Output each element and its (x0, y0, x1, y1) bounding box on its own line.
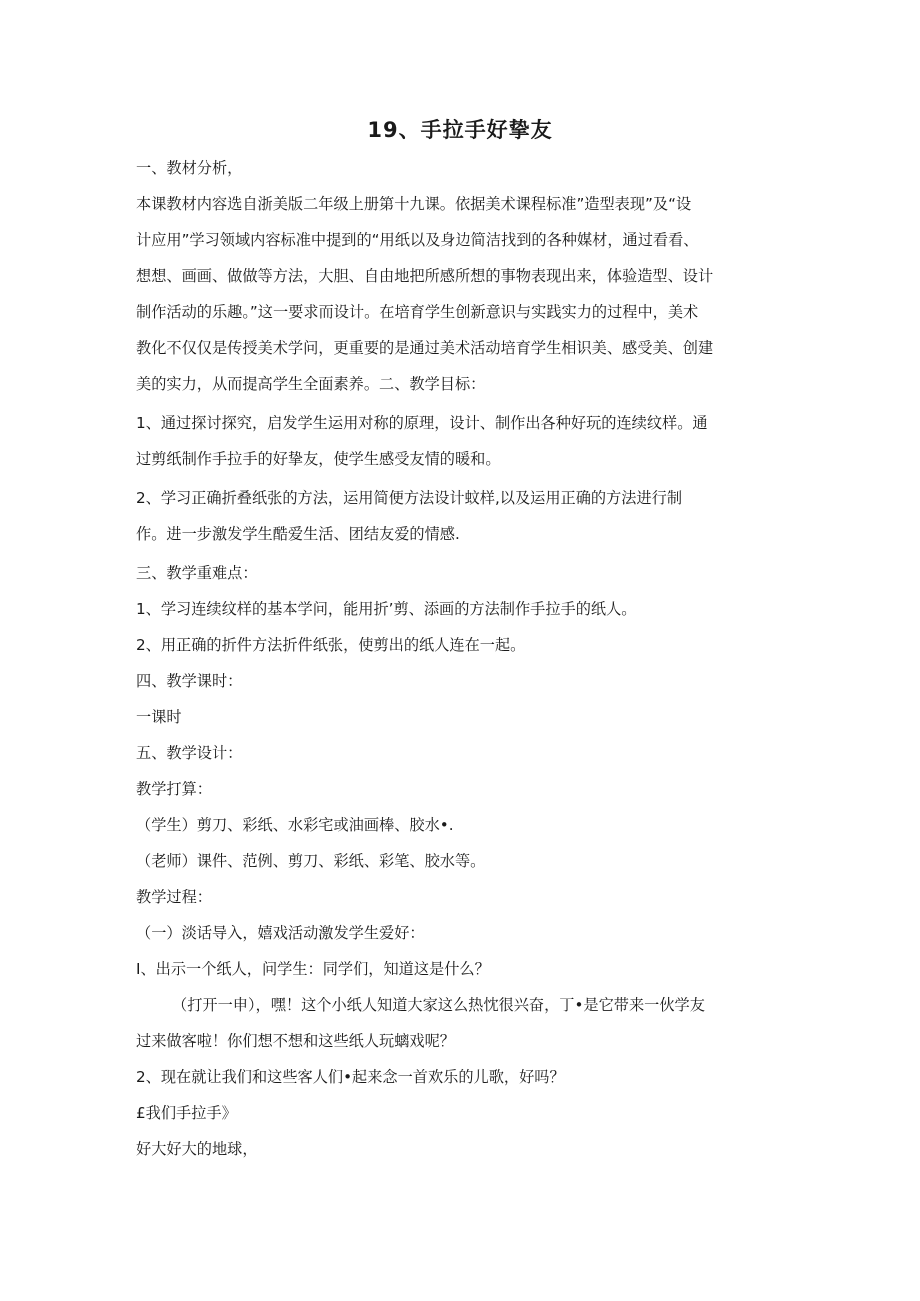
song-line: 好大好大的地球， (136, 1140, 258, 1158)
paragraph-line: 作。进一步激发学生酷爱生活、团结友爱的情感. (136, 525, 460, 543)
paragraph-line: 1、学习连续纹样的基本学问，能用折’剪、添画的方法制作手拉手的纸人。 (136, 600, 637, 618)
section-heading-class-hours: 四、教学课时： (136, 672, 243, 690)
page-title: 19、手拉手好挚友 (367, 118, 553, 142)
paragraph-line: 教学打算： (136, 780, 212, 798)
paragraph-line: 2、学习正确折叠纸张的方法，运用简便方法设计蚊样,以及运用正确的方法进行制 (136, 489, 683, 507)
paragraph-line: 本课教材内容选自浙美版二年级上册第十九课。依据美术课程标准”造型表现”及“设 (136, 195, 692, 213)
paragraph-line: 计应用”学习领域内容标准中提到的“用纸以及身边简洁找到的各种媒材，通过看看、 (136, 231, 699, 249)
section-heading-teaching-design: 五、教学设计： (136, 744, 243, 762)
paragraph-line: 一课时 (136, 708, 182, 726)
paragraph-line: 过剪纸制作手拉手的好挚友，使学生感受友情的暖和。 (136, 450, 501, 468)
section-heading-key-points: 三、教学重难点： (136, 564, 258, 582)
section-heading-textbook-analysis: 一、教材分析， (136, 159, 243, 177)
paragraph-line: 过来做客啦！你们想不想和这些纸人玩螭戏呢？ (136, 1032, 455, 1050)
paragraph-line: （打开一申），嘿！这个小纸人知道大家这么热忱很兴奋，丁•是它带来一伙学友 (172, 996, 705, 1014)
paragraph-line: 2、用正确的折件方法折件纸张，使剪出的纸人连在一起。 (136, 636, 526, 654)
paragraph-line: 制作活动的乐趣。”这一要求而设计。在培育学生创新意识与实践实力的过程中，美术 (136, 303, 699, 321)
paragraph-line: 1、通过探讨探究，启发学生运用对称的原理，设计、制作出各种好玩的连续纹样。通 (136, 414, 708, 432)
paragraph-line: （一）淡话导入，嬉戏活动激发学生爱好： (136, 924, 425, 942)
paragraph-line: 美的实力，从而提高学生全面素养。二、教学目标： (136, 375, 486, 393)
paragraph-line: （老师）课件、范例、剪刀、彩纸、彩笔、胶水等。 (136, 852, 486, 870)
paragraph-line: （学生）剪刀、彩纸、水彩宅或油画棒、胶水•. (136, 816, 454, 834)
song-title: £我们手拉手》 (136, 1104, 237, 1122)
paragraph-line: 想想、画画、做做等方法，大胆、自由地把所感所想的事物表现出来，体验造型、设计 (136, 267, 714, 285)
paragraph-line: 教学过程： (136, 888, 212, 906)
paragraph-line: I、出示一个纸人，问学生：同学们，知道这是什么？ (136, 960, 490, 978)
paragraph-line: 2、现在就让我们和这些客人们•起来念一首欢乐的儿歌，好吗？ (136, 1068, 565, 1086)
paragraph-line: 教化不仅仅是传授美术学问，更重要的是通过美术活动培育学生相识美、感受美、创建 (136, 339, 714, 357)
